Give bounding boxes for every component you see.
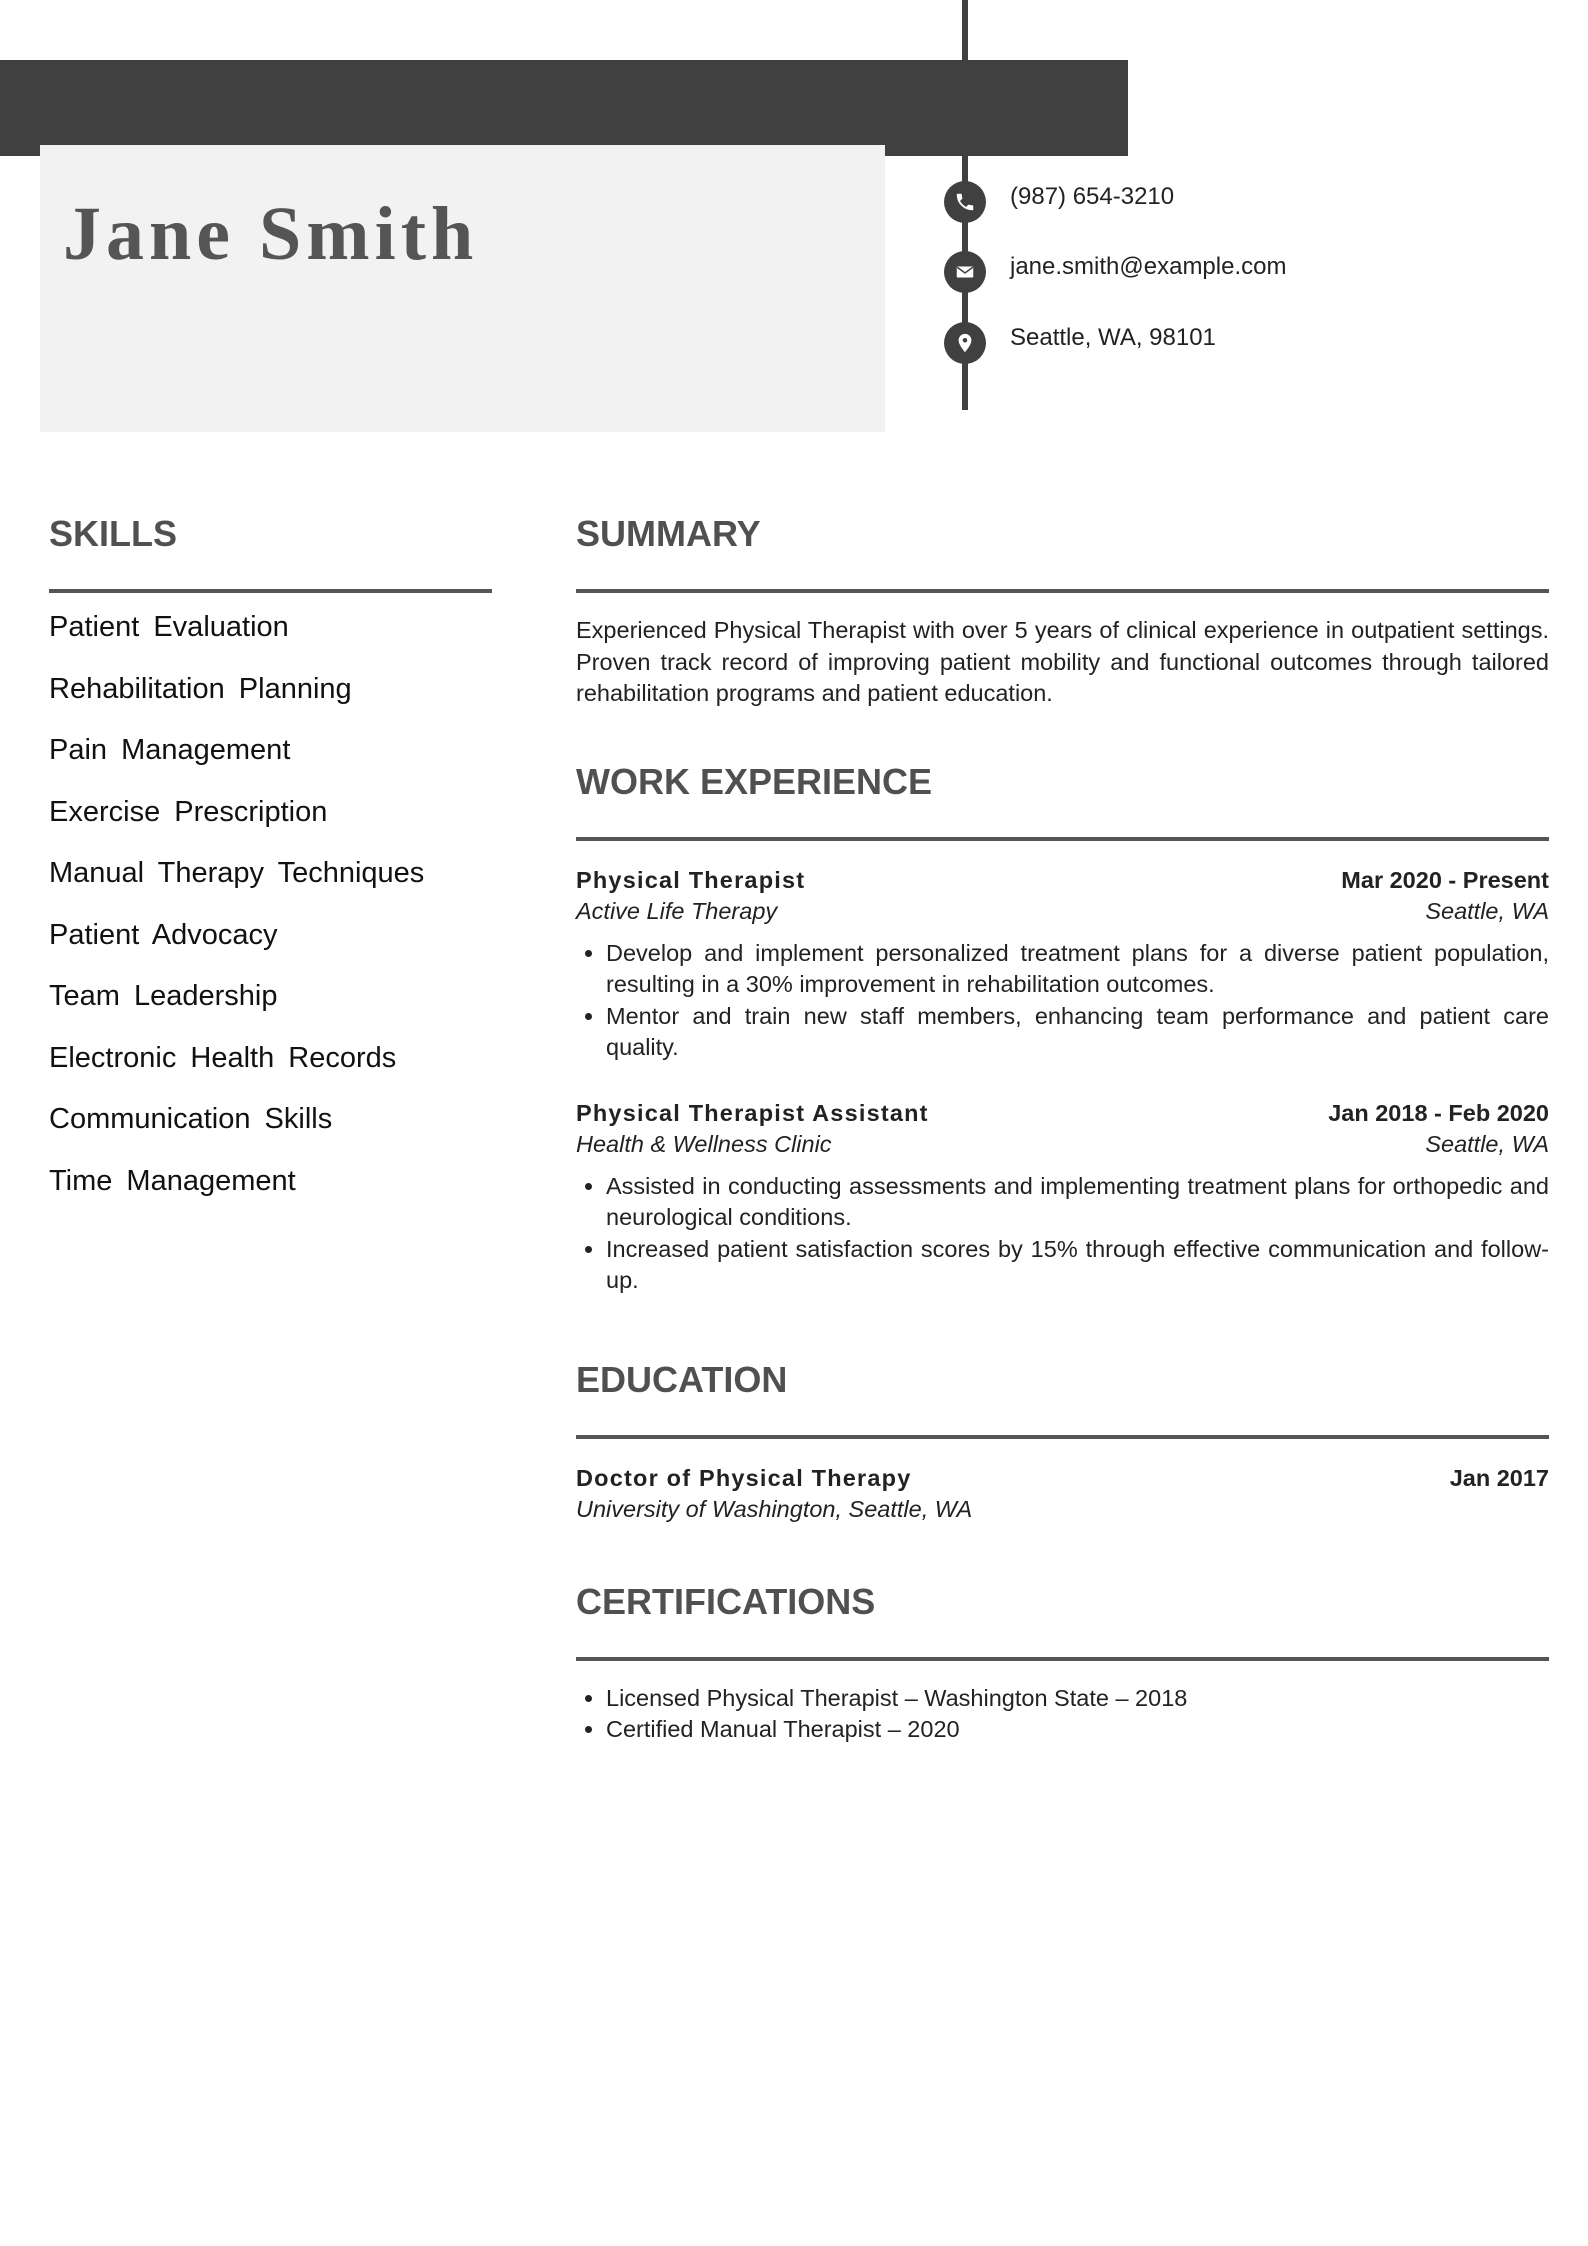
- summary-rule: [576, 589, 1549, 593]
- summary-heading: SUMMARY: [576, 513, 761, 554]
- education-heading: EDUCATION: [576, 1358, 788, 1400]
- contact-email[interactable]: jane.smith@example.com: [1010, 253, 1287, 280]
- summary-section: [576, 512, 1549, 710]
- skills-list: [49, 613, 492, 1228]
- job-location: Seattle, WA: [1425, 898, 1549, 924]
- job-header-row: [576, 865, 1549, 897]
- summary-text: Experienced Physical Therapist with over 5 years of clinical experience in outpatient settings. Proven track record of improving patient mobility and functional outcomes through tailored rehabilitation programs and patient education.: [576, 617, 1549, 706]
- job-bullet: • Mentor and train new staff members, enhancing team performance and patient care quality.: [606, 1001, 1549, 1064]
- skill-item: Communication Skills: [49, 1103, 333, 1135]
- job-company: Active Life Therapy: [576, 898, 778, 924]
- map-pin-icon: [944, 322, 986, 364]
- skills-rule: [49, 589, 492, 593]
- education-rule: [576, 1435, 1549, 1439]
- job-dates: Jan 2018 - Feb 2020: [1328, 1099, 1549, 1126]
- job-bullet: • Develop and implement personalized treatment plans for a diverse patient population, resulting in a 30% improvement in rehabilitation outcomes.: [606, 938, 1549, 1001]
- contact-phone[interactable]: (987) 654-3210: [1010, 183, 1175, 210]
- job-bullet: • Assisted in conducting assessments and implementing treatment plans for orthopedic and neurological conditions.: [606, 1171, 1549, 1234]
- job-bullets: [576, 1171, 1549, 1297]
- contact-location: Seattle, WA, 98101: [1010, 324, 1216, 351]
- job-entry: [576, 1098, 1549, 1297]
- certifications-heading: CERTIFICATIONS: [576, 1580, 876, 1622]
- job-title: Physical Therapist Assistant: [576, 1099, 929, 1126]
- skill-item: Exercise Prescription: [49, 795, 328, 828]
- skill-item: Rehabilitation Planning: [49, 672, 352, 705]
- experience-section: [576, 760, 1549, 1297]
- envelope-icon: [944, 251, 986, 293]
- phone-icon: [944, 181, 986, 223]
- right-column: [576, 512, 1549, 1746]
- candidate-name: Jane Smith: [63, 192, 479, 276]
- certification-item: • Certified Manual Therapist – 2020: [606, 1714, 1549, 1746]
- job-bullet: • Increased patient satisfaction scores by 15% through effective communication and follow-up.: [606, 1234, 1549, 1297]
- certifications-list: [576, 1683, 1549, 1746]
- skills-heading: SKILLS: [49, 513, 178, 554]
- education-school-row: [576, 1494, 1549, 1526]
- skill-item: Manual Therapy Techniques: [49, 857, 425, 889]
- skill-item: Patient Advocacy: [49, 918, 278, 951]
- education-section: [576, 1358, 1549, 1526]
- skill-item: Patient Evaluation: [49, 611, 289, 643]
- job-location: Seattle, WA: [1425, 1131, 1549, 1157]
- degree-title: Doctor of Physical Therapy: [576, 1464, 912, 1491]
- job-org-row: [576, 1129, 1549, 1161]
- certifications-section: [576, 1580, 1549, 1746]
- job-bullets: [576, 938, 1549, 1064]
- skill-item: Team Leadership: [49, 980, 278, 1012]
- skill-item: Pain Management: [49, 734, 291, 766]
- name-box: [40, 145, 885, 432]
- certifications-rule: [576, 1657, 1549, 1661]
- job-entry: [576, 865, 1549, 1064]
- job-header-row: [576, 1098, 1549, 1130]
- education-entry: [576, 1463, 1549, 1526]
- education-header-row: [576, 1463, 1549, 1495]
- header-bar: [0, 60, 1128, 156]
- job-org-row: [576, 896, 1549, 928]
- education-date: Jan 2017: [1449, 1464, 1549, 1491]
- skills-section: [49, 512, 492, 1228]
- skill-item: Electronic Health Records: [49, 1041, 397, 1074]
- experience-rule: [576, 837, 1549, 841]
- school-name: University of Washington, Seattle, WA: [576, 1496, 973, 1522]
- job-title: Physical Therapist: [576, 866, 806, 893]
- skill-item: Time Management: [49, 1164, 296, 1197]
- job-dates: Mar 2020 - Present: [1341, 866, 1549, 893]
- job-company: Health & Wellness Clinic: [576, 1131, 832, 1157]
- left-column: [49, 512, 492, 1228]
- certification-item: • Licensed Physical Therapist – Washington State – 2018: [606, 1683, 1549, 1715]
- experience-heading: WORK EXPERIENCE: [576, 760, 933, 802]
